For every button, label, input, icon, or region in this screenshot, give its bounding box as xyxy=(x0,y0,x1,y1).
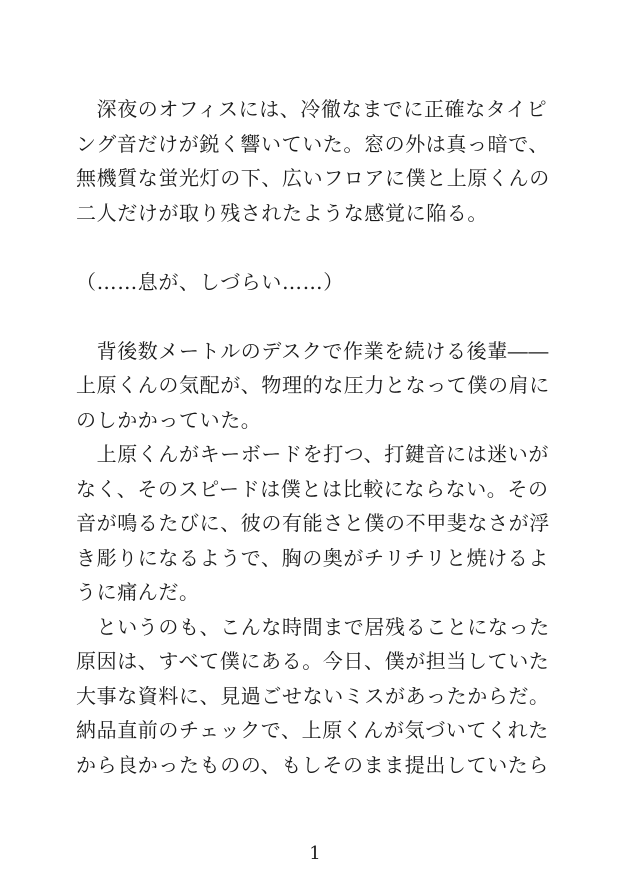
text-line: から良かったものの、もしそのまま提出していたら xyxy=(76,752,549,777)
text-line: （……息が、しづらい……） xyxy=(76,269,344,294)
text-line: 無機質な蛍光灯の下、広いフロアに僕と上原くんの xyxy=(76,166,550,190)
text-line: というのも、こんな時間まで居残ることになった xyxy=(76,614,550,639)
text-line: のしかかっていた。 xyxy=(76,407,262,432)
body-text xyxy=(76,92,566,782)
page-number: 1 xyxy=(309,843,321,864)
text-line: 音が鳴るたびに、彼の有能さと僕の不甲斐なさが浮 xyxy=(76,511,550,535)
blank-line xyxy=(76,230,566,265)
text-line: 原因は、すべて僕にある。今日、僕が担当していた xyxy=(76,649,550,673)
text-line: ング音だけが鋭く響いていた。窓の外は真っ暗で、 xyxy=(76,131,549,156)
text-line: 深夜のオフィスには、冷徹なまでに正確なタイピ xyxy=(76,97,548,121)
text-line: 納品直前のチェックで、上原くんが気づいてくれた xyxy=(76,718,549,742)
text-line: なく、そのスピードは僕とは比較にならない。その xyxy=(76,476,549,501)
text-line: 大事な資料に、見過ごせないミスがあったからだ。 xyxy=(76,683,550,708)
text-line: 上原くんの気配が、物理的な圧力となって僕の肩に xyxy=(76,373,550,397)
text-line: 二人だけが取り残されたような感覚に陥る。 xyxy=(76,200,488,225)
text-line: 背後数メートルのデスクで作業を続ける後輩―― xyxy=(76,338,549,363)
blank-line xyxy=(76,299,566,334)
text-line: 上原くんがキーボードを打つ、打鍵音には迷いが xyxy=(76,442,549,466)
text-line: うに痛んだ。 xyxy=(76,580,200,604)
text-line: き彫りになるようで、胸の奥がチリチリと焼けるよ xyxy=(76,545,549,570)
